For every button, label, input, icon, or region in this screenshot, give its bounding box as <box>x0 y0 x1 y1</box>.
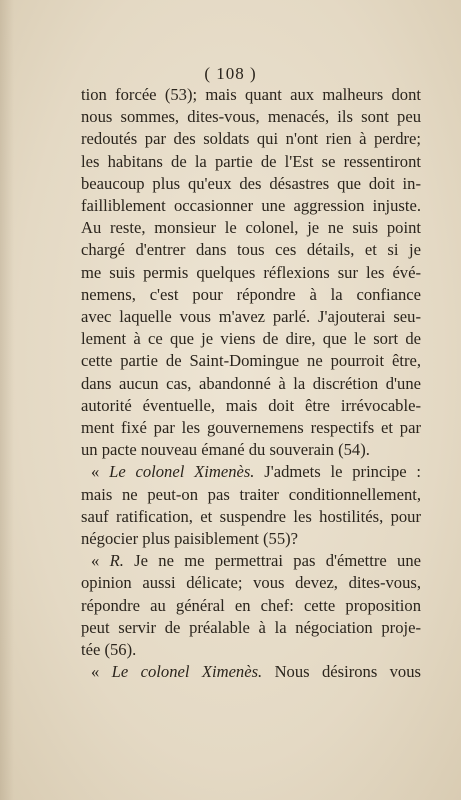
text-line <box>81 550 421 572</box>
page-number: ( 108 ) <box>204 64 257 83</box>
speaker-name: Le colonel Ximenès. <box>109 462 255 482</box>
text-line: mais ne peut-on pas traiter conditionnellement, <box>81 484 421 504</box>
speaker-name: R. <box>109 551 124 571</box>
text-line: les habitans de la partie de l'Est se ressentiront <box>81 151 421 171</box>
text-line: redoutés par des soldats qui n'ont rien à perdre; <box>81 129 421 149</box>
text-line: répondre au général en chef: cette proposition <box>81 595 421 615</box>
text-line: nous sommes, dites-vous, menacés, ils sont peu <box>81 107 421 127</box>
text-line: sauf ratification, et suspendre les hostilités, pour <box>81 506 421 526</box>
text-line: opinion aussi délicate; vous devez, dites-vous, <box>81 573 421 593</box>
text-line: négocier plus paisiblement (55)? <box>81 529 299 549</box>
quote-mark: « <box>91 662 112 682</box>
text-line: autorité éventuelle, mais doit être irrévocable- <box>81 395 421 415</box>
text-line: me suis permis quelques réflexions sur les évé- <box>81 262 421 282</box>
text-line: nemens, c'est pour répondre à la confiance <box>81 284 421 304</box>
text-line <box>81 461 421 483</box>
text-line: Au reste, monsieur le colonel, je ne suis point <box>81 218 421 238</box>
line-rest: Nous désirons vous <box>262 662 421 682</box>
text-line: peut servir de préalable à la négociation proje- <box>81 617 421 637</box>
text-line: ment fixé par les gouvernemens respectifs et par <box>81 418 421 438</box>
quote-mark: « <box>91 551 110 571</box>
text-line: un pacte nouveau émané du souverain (54). <box>81 440 370 460</box>
text-line <box>81 661 421 683</box>
text-line: dans aucun cas, abandonné à la discrétion d'une <box>81 373 421 393</box>
text-line: tion forcée (53); mais quant aux malheurs dont <box>81 85 421 104</box>
body-text <box>81 84 421 683</box>
text-line: cette partie de Saint-Domingue ne pourroit être, <box>81 351 421 371</box>
text-line: chargé d'entrer dans tous ces détails, et si je <box>81 240 421 260</box>
text-line: failliblement occasionner une aggression injuste. <box>81 196 421 216</box>
text-line: tée (56). <box>81 640 137 660</box>
text-line: beaucoup plus qu'eux des désastres que doit in- <box>81 173 421 193</box>
text-line: lement à ce que je viens de dire, que le sort de <box>81 329 421 349</box>
quote-mark: « <box>91 462 110 482</box>
speaker-name: Le colonel Ximenès. <box>111 662 263 682</box>
text-line: avec laquelle vous m'avez parlé. J'ajouterai seu- <box>81 307 421 327</box>
line-rest: Je ne me permettrai pas d'émettre une <box>123 551 421 571</box>
line-rest: J'admets le principe : <box>254 462 422 482</box>
